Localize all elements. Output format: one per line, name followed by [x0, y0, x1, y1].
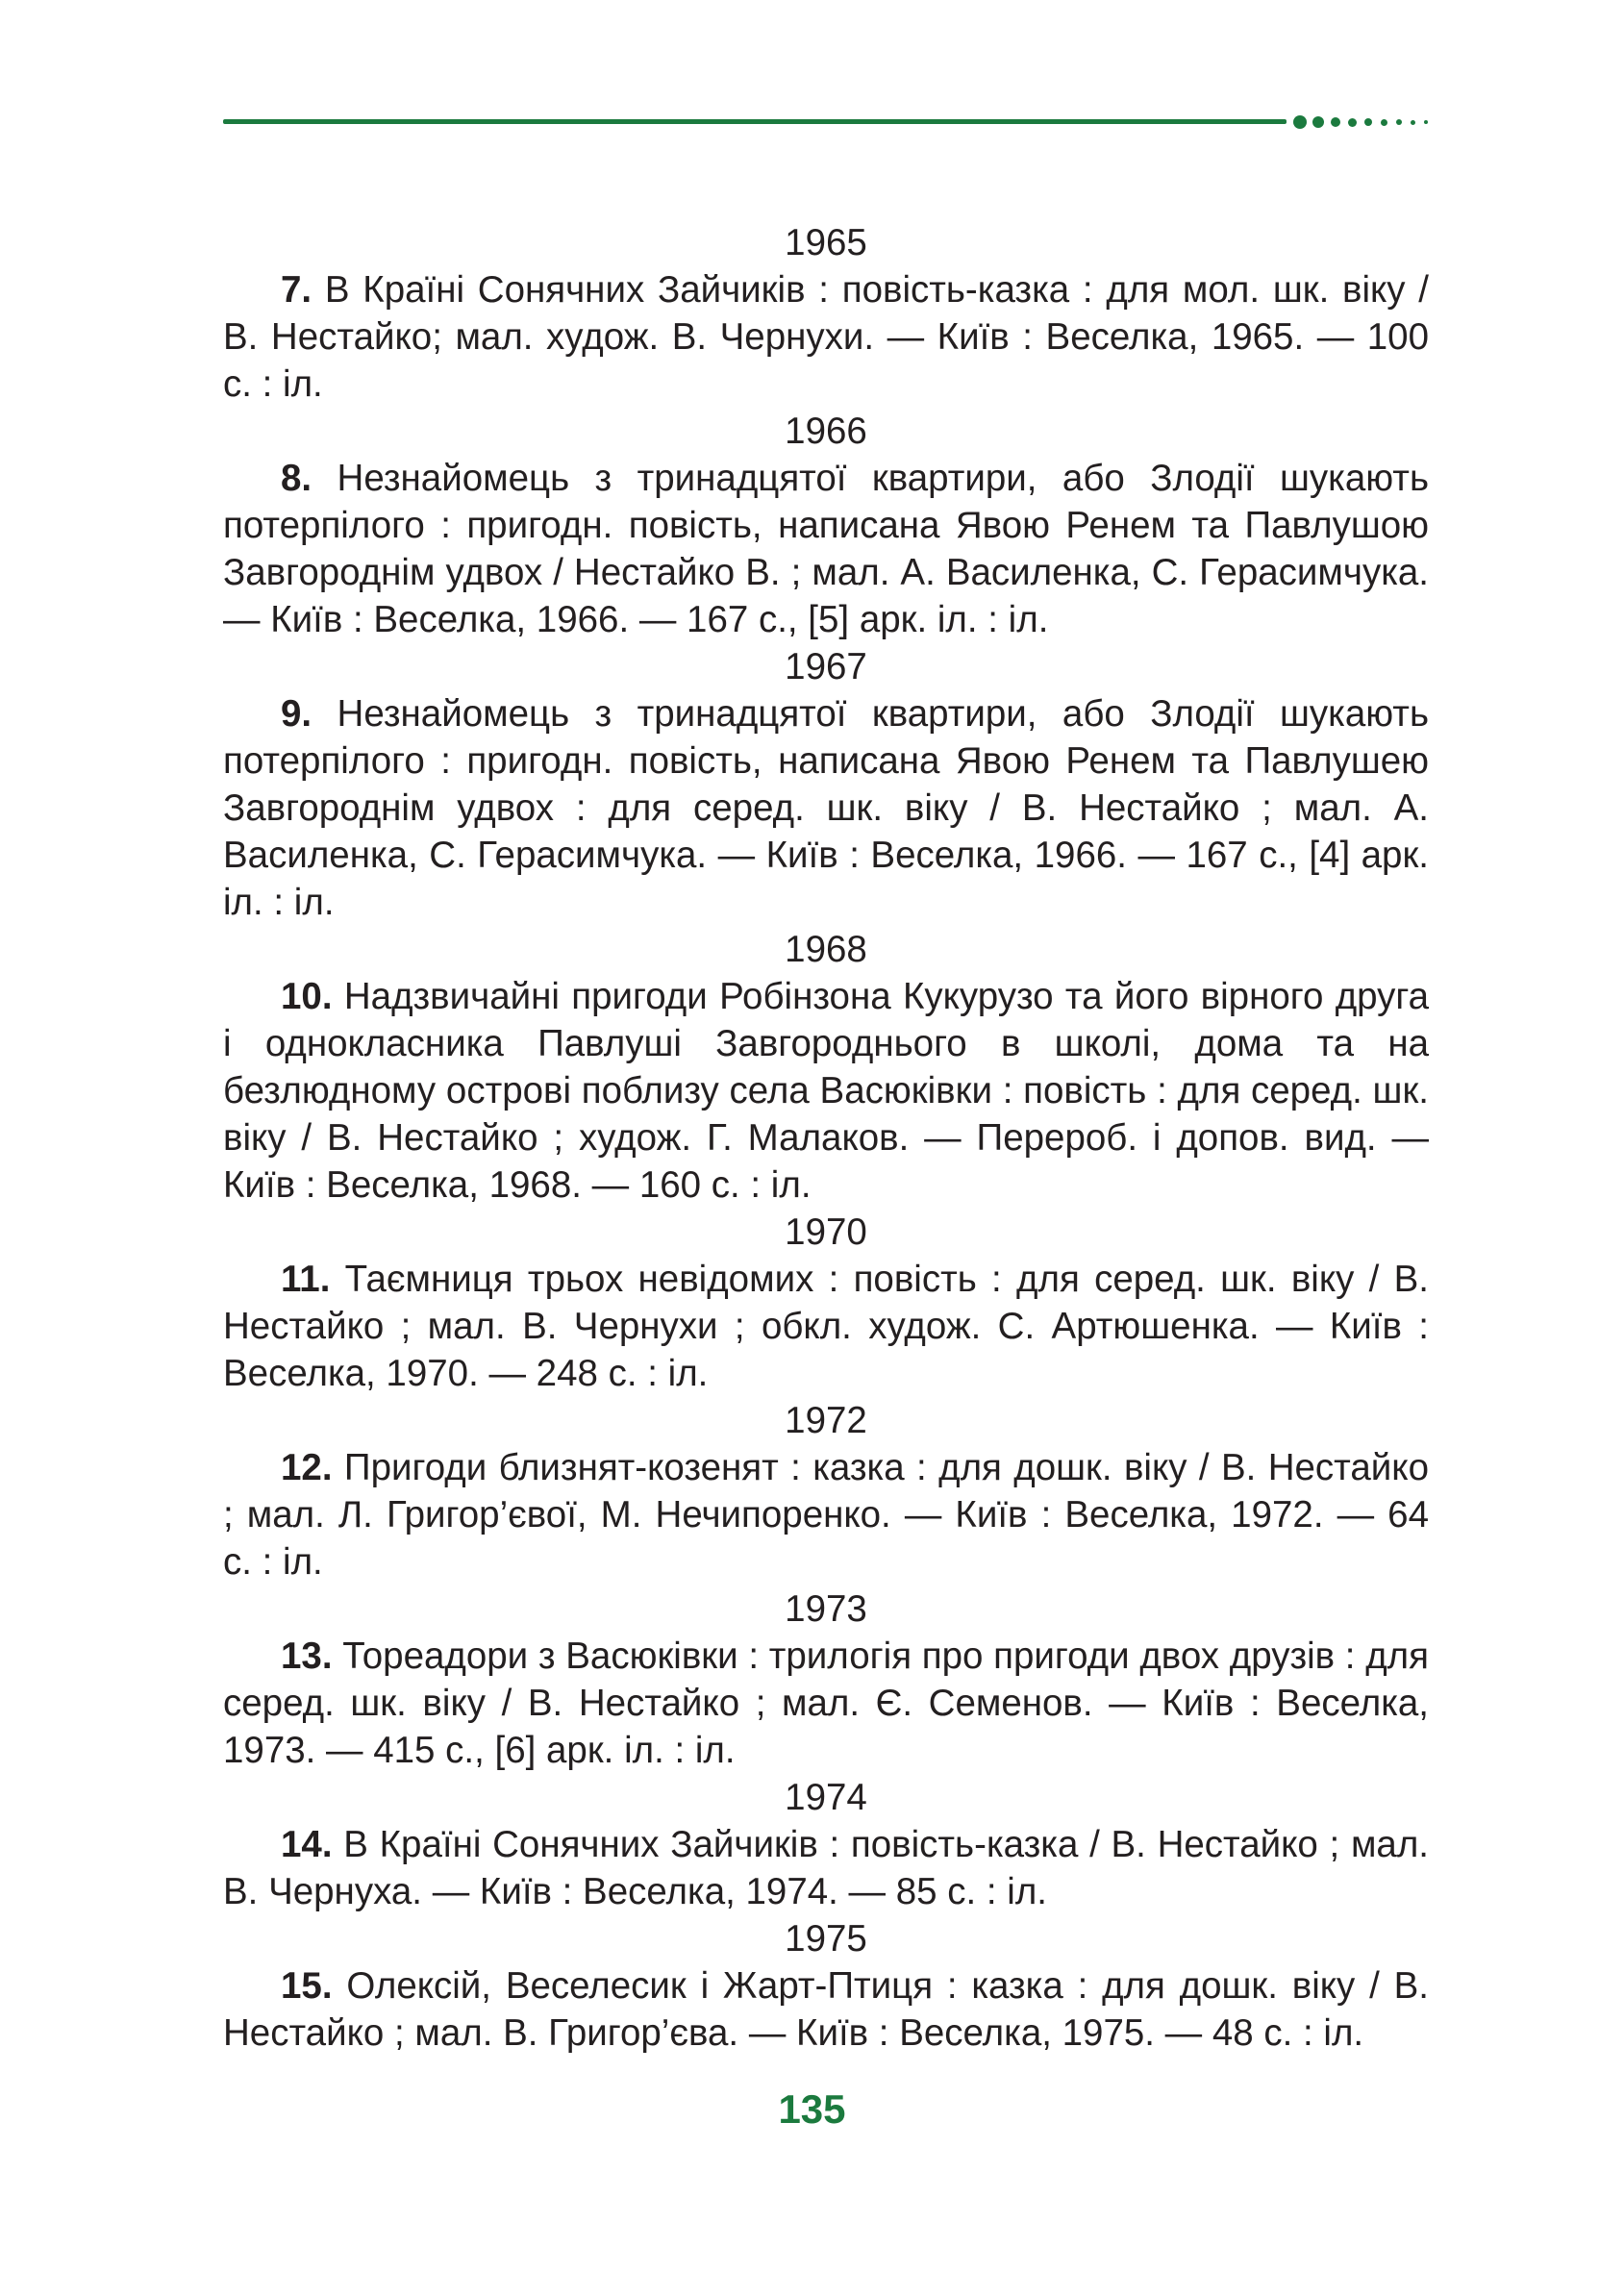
header-rule: [223, 119, 1287, 124]
entry-text: В Країні Сонячних Зайчиків : повість-казка / В. Нестайко ; мал. В. Чернуха. — Київ : Веселка, 1974. — 85 с. : іл.: [223, 1824, 1429, 1912]
year-heading: 1972: [785, 1400, 867, 1441]
entry-number: 13.: [281, 1635, 333, 1677]
year-heading: 1973: [785, 1588, 867, 1630]
bibliography-entry: [223, 455, 1429, 643]
entry-number: 9.: [281, 693, 312, 735]
entry-text: Незнайомець з тринадцятої квартири, або Злодії шукають потерпілого : пригодн. повість, написана Явою Ренем та Павлушею Завгороднім удвох : для серед. шк. віку / В. Нестайко ; мал. А. Василенка, С. Герасимчука. — Київ : Веселка, 1966. — 167 с., [4] арк. іл. : іл.: [223, 693, 1429, 923]
entry-number: 8.: [281, 458, 312, 499]
bibliography-entry: [223, 1256, 1429, 1397]
year-heading: 1975: [785, 1918, 867, 1960]
entry-number: 14.: [281, 1824, 333, 1865]
year-heading: 1970: [785, 1211, 867, 1253]
entry-number: 12.: [281, 1447, 333, 1488]
bibliography-entry: [223, 1444, 1429, 1585]
entry-number: 15.: [281, 1965, 333, 2007]
bibliography-entry: [223, 266, 1429, 408]
entry-text: Тореадори з Васюківки : трилогія про пригоди двох друзів : для серед. шк. віку / В. Нестайко ; мал. Є. Семенов. — Київ : Веселка, 1973. — 415 с., [6] арк. іл. : іл.: [223, 1635, 1429, 1771]
entry-text: Незнайомець з тринадцятої квартири, або Злодії шукають потерпілого : пригодн. повість, написана Явою Ренем та Павлушою Завгороднім удвох / Нестайко В. ; мал. А. Василенка, С. Герасимчука. — Київ : Веселка, 1966. — 167 с., [5] арк. іл. : іл.: [223, 458, 1429, 640]
entry-number: 7.: [281, 269, 312, 311]
year-heading: 1966: [785, 411, 867, 452]
header-dots-decoration: [1293, 114, 1428, 130]
bibliography-entry: [223, 1962, 1429, 2057]
year-heading: 1974: [785, 1777, 867, 1818]
bibliography-entry: [223, 973, 1429, 1209]
bibliography-entry: [223, 1821, 1429, 1915]
bibliography-entry: [223, 690, 1429, 926]
entry-text: В Країні Сонячних Зайчиків : повість-казка : для мол. шк. віку / В. Нестайко; мал. худож. В. Чернухи. — Київ : Веселка, 1965. — 100 с. : іл.: [223, 269, 1429, 405]
entry-number: 10.: [281, 976, 333, 1017]
year-heading: 1967: [785, 646, 867, 687]
entry-text: Надзвичайні пригоди Робінзона Кукурузо та його вірного друга і однокласника Павлуші Завгороднього в школі, дома та на безлюдному острові поблизу села Васюківки : повість : для серед. шк. віку / В. Нестайко ; худож. Г. Малаков. — Перероб. і допов. вид. — Київ : Веселка, 1968. — 160 с. : іл.: [223, 976, 1429, 1206]
year-heading: 1968: [785, 929, 867, 970]
entry-text: Пригоди близнят-козенят : казка : для дошк. віку / В. Нестайко ; мал. Л. Григор’євої, М. Нечипоренко. — Київ : Веселка, 1972. — 64 с. : іл.: [223, 1447, 1429, 1583]
entry-number: 11.: [281, 1259, 331, 1300]
year-heading: 1965: [785, 222, 867, 263]
bibliography-entry: [223, 1633, 1429, 1774]
entry-text: Таємниця трьох невідомих : повість : для серед. шк. віку / В. Нестайко ; мал. В. Чернухи ; обкл. худож. С. Артюшенка. — Київ : Веселка, 1970. — 248 с. : іл.: [223, 1259, 1429, 1394]
bibliography-list: [223, 219, 1429, 2057]
entry-text: Олексій, Веселесик і Жарт-Птиця : казка : для дошк. віку / В. Нестайко ; мал. В. Григор’єва. — Київ : Веселка, 1975. — 48 с. : іл.: [223, 1965, 1429, 2054]
page-number: 135: [778, 2086, 846, 2132]
